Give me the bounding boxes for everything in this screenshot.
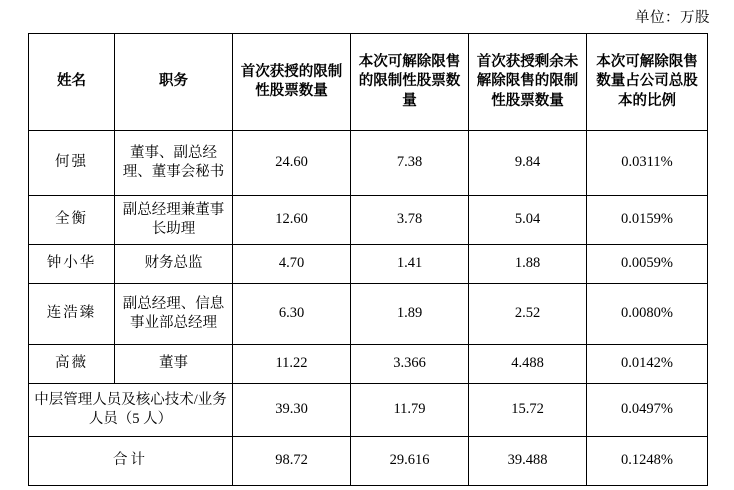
cell-granted: 6.30 [233,284,351,345]
cell-ratio: 0.0159% [587,196,708,245]
cell-title: 董事 [115,345,233,384]
cell-total-ratio: 0.1248% [587,437,708,486]
table-header-row [29,34,708,131]
table-body [29,131,708,486]
cell-remaining: 4.488 [469,345,587,384]
column-header-remaining: 首次获授剩余未解除限售的限制性股票数量 [469,34,587,131]
column-header-title: 职务 [115,34,233,131]
cell-total-unlockable: 29.616 [351,437,469,486]
cell-ratio: 0.0497% [587,384,708,437]
unit-note: 单位：万股 [635,10,710,26]
column-header-unlockable: 本次可解除限售的限制性股票数量 [351,34,469,131]
cell-name: 连浩臻 [29,284,115,345]
cell-total-granted: 98.72 [233,437,351,486]
cell-ratio: 0.0080% [587,284,708,345]
column-header-granted: 首次获授的限制性股票数量 [233,34,351,131]
cell-unlockable: 1.41 [351,245,469,284]
cell-granted: 4.70 [233,245,351,284]
cell-granted: 11.22 [233,345,351,384]
cell-unlockable: 3.78 [351,196,469,245]
cell-ratio: 0.0059% [587,245,708,284]
cell-remaining: 9.84 [469,131,587,196]
cell-title: 财务总监 [115,245,233,284]
cell-name: 钟小华 [29,245,115,284]
cell-title: 副总经理、信息事业部总经理 [115,284,233,345]
cell-remaining: 1.88 [469,245,587,284]
table-row [29,284,708,345]
cell-title: 董事、副总经理、董事会秘书 [115,131,233,196]
cell-remaining: 15.72 [469,384,587,437]
cell-name: 高薇 [29,345,115,384]
table-row-middle-management [29,384,708,437]
cell-ratio: 0.0142% [587,345,708,384]
restricted-shares-table [28,33,708,486]
table-row [29,245,708,284]
cell-unlockable: 1.89 [351,284,469,345]
cell-total-remaining: 39.488 [469,437,587,486]
column-header-ratio: 本次可解除限售数量占公司总股本的比例 [587,34,708,131]
table-row-total [29,437,708,486]
cell-remaining: 2.52 [469,284,587,345]
cell-group-label: 中层管理人员及核心技术/业务人员（5 人） [29,384,233,437]
table-row [29,131,708,196]
cell-name: 何强 [29,131,115,196]
table-row [29,196,708,245]
document-page [0,2,734,490]
cell-ratio: 0.0311% [587,131,708,196]
cell-remaining: 5.04 [469,196,587,245]
table-row [29,345,708,384]
cell-title: 副总经理兼董事长助理 [115,196,233,245]
shares-table-container [28,33,707,486]
cell-unlockable: 3.366 [351,345,469,384]
cell-total-label: 合计 [29,437,233,486]
cell-name: 全衡 [29,196,115,245]
table-header [29,34,708,131]
column-header-name: 姓名 [29,34,115,131]
cell-granted: 39.30 [233,384,351,437]
cell-granted: 24.60 [233,131,351,196]
cell-unlockable: 7.38 [351,131,469,196]
cell-granted: 12.60 [233,196,351,245]
cell-unlockable: 11.79 [351,384,469,437]
